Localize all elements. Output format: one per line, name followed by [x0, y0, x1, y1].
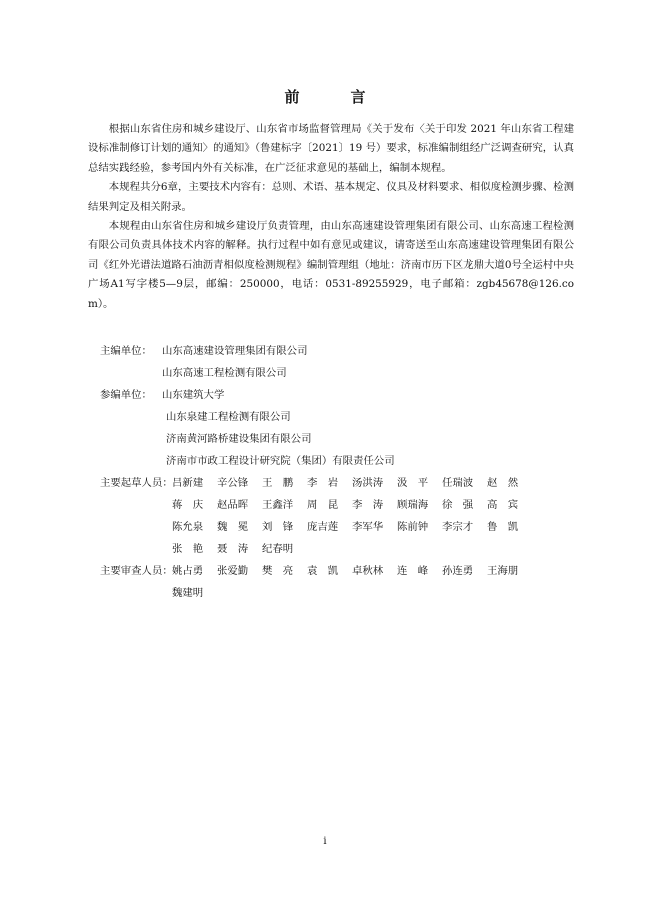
participant-row: [100, 428, 532, 450]
drafter-name: 赵品晖: [217, 499, 249, 511]
page-title: 前 言: [284, 88, 384, 106]
drafter-name: 鲁 凯: [487, 521, 519, 533]
reviewer-name: 袁 凯: [307, 565, 339, 577]
drafter-name: 辛公锋: [217, 477, 249, 489]
drafter-row: [100, 472, 532, 494]
drafter-name: 李 岩: [307, 477, 339, 489]
reviewer-name: 孙连勇: [442, 565, 474, 577]
paragraph-basis: 根据山东省住房和城乡建设厅、山东省市场监督管理局《关于发布〈关于印发 2021 年山东省工程建设标准制修订计划的通知〉的通知》（鲁建标字〔2021〕19 号）要求，标准编制组经广泛调查研究，认真总结实践经验，参考国内外有关标准，在广泛征求意见的基础上，编制本规程。: [88, 123, 574, 174]
chief-editor-row: [100, 340, 532, 362]
drafter-name: 陈前钟: [397, 521, 429, 533]
chief-editor-row: [100, 362, 532, 384]
drafter-name: 汲 平: [397, 477, 429, 489]
chief-editor-unit: 山东高速工程检测有限公司: [162, 367, 287, 379]
drafter-name: 任瑞波: [442, 477, 474, 489]
drafter-name: 李军华: [352, 521, 384, 533]
drafter-name: 刘 锋: [262, 521, 294, 533]
drafter-row: [100, 494, 532, 516]
reviewer-name: 张爱勤: [217, 565, 249, 577]
drafter-name: 周 昆: [307, 499, 339, 511]
drafter-name: 聂 涛: [217, 543, 249, 555]
drafter-name: 魏 冕: [217, 521, 249, 533]
reviewer-name: 樊 亮: [262, 565, 294, 577]
participant-row: [100, 384, 532, 406]
drafter-name: 顾瑞海: [397, 499, 429, 511]
participant-row: [100, 406, 532, 428]
participant-label: 参编单位：: [100, 389, 152, 401]
reviewer-row: [100, 582, 532, 604]
drafter-name: 高 宾: [487, 499, 519, 511]
drafter-name: 蒋 庆: [172, 499, 204, 511]
reviewer-row: [100, 560, 532, 582]
drafter-label: 主要起草人员：: [100, 477, 173, 489]
paragraph-management: 本规程由山东省住房和城乡建设厅负责管理，由山东高速建设管理集团有限公司、山东高速工程检测有限公司负责具体技术内容的解释。执行过程中如有意见或建议，请寄送至山东高速建设管理集团有限公司《红外光谱法道路石油沥青相似度检测规程》编制管理组（地址：济南市历下区龙鼎大道0号全运村中央广场A1写字楼5—9层，邮编：250000，电话：0531-89255929，电子邮箱：zgb45678@126.com）。: [88, 220, 574, 310]
reviewer-name: 连 峰: [397, 565, 429, 577]
unit-list: [100, 340, 532, 604]
page-number: i: [323, 836, 327, 847]
drafter-name: 赵 然: [487, 477, 519, 489]
participant-unit: 山东泉建工程检测有限公司: [166, 411, 291, 423]
drafter-name: 张 艳: [172, 543, 204, 555]
chief-editor-label: 主编单位：: [100, 345, 152, 357]
participant-unit: 山东建筑大学: [162, 389, 225, 401]
preface-body: [88, 120, 574, 314]
participant-row: [100, 450, 532, 472]
reviewer-name: 王海朋: [487, 565, 519, 577]
participant-unit: 济南市市政工程设计研究院（集团）有限责任公司: [166, 455, 395, 467]
reviewer-name: 姚占勇: [172, 565, 204, 577]
reviewer-name: 卓秋林: [352, 565, 384, 577]
drafter-name: 徐 强: [442, 499, 474, 511]
drafter-name: 李 涛: [352, 499, 384, 511]
drafter-name: 王 鹏: [262, 477, 294, 489]
drafter-name: 王鑫洋: [262, 499, 294, 511]
drafter-name: 李宗才: [442, 521, 474, 533]
drafter-name: 汤洪涛: [352, 477, 384, 489]
participant-unit: 济南黄河路桥建设集团有限公司: [166, 433, 312, 445]
drafter-name: 吕新建: [172, 477, 204, 489]
reviewer-label: 主要审查人员：: [100, 565, 173, 577]
drafter-name: 纪春明: [262, 543, 294, 555]
chief-editor-unit: 山东高速建设管理集团有限公司: [162, 345, 308, 357]
drafter-name: 陈允泉: [172, 521, 204, 533]
paragraph-contents: 本规程共分6章，主要技术内容有：总则、术语、基本规定、仪具及材料要求、相似度检测步骤、检测结果判定及相关附录。: [88, 181, 574, 213]
drafter-row: [100, 516, 532, 538]
reviewer-name: 魏建明: [172, 587, 204, 599]
drafter-name: 庞吉莲: [307, 521, 339, 533]
drafter-row: [100, 538, 532, 560]
